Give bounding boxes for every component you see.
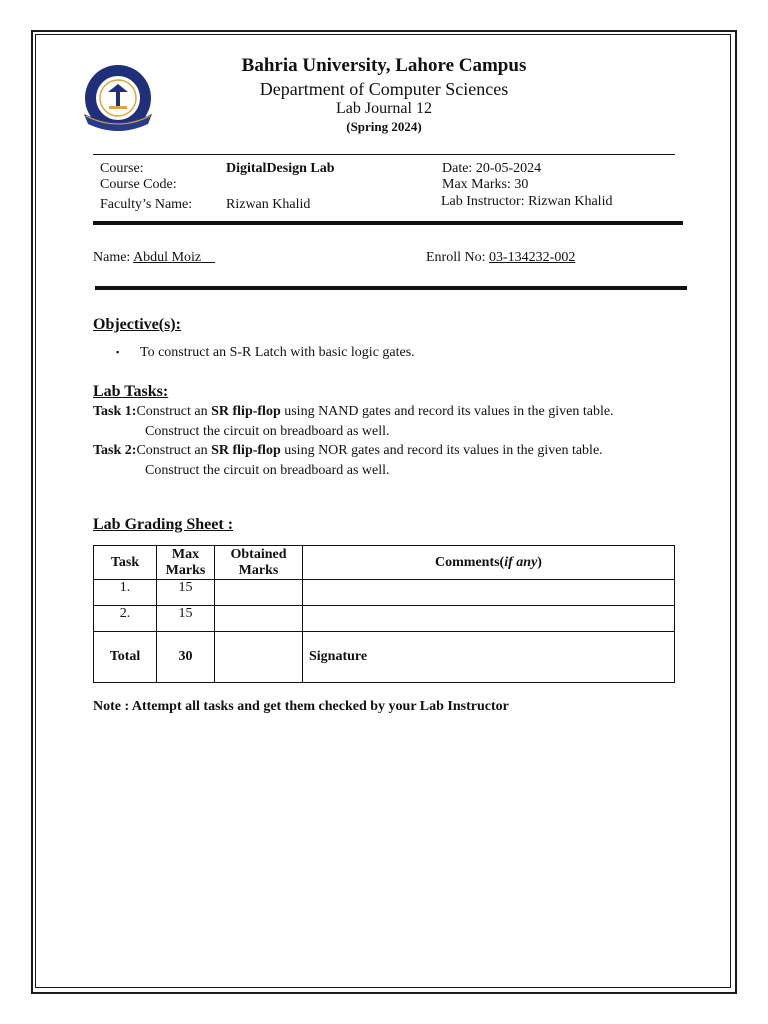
task-1-bold: SR flip-flop: [211, 404, 281, 419]
course-label: Course:: [100, 161, 144, 176]
task-2-label: Task 2:: [93, 443, 137, 458]
row-1-max: 15: [157, 580, 215, 606]
task-2-bold: SR flip-flop: [211, 443, 281, 458]
grading-table: [93, 545, 675, 683]
name-label: Name:: [93, 250, 131, 265]
course-info-divider: [93, 221, 683, 225]
row-1-obtained[interactable]: [215, 580, 303, 606]
enroll-row: [426, 250, 575, 266]
row-1-task: 1.: [94, 580, 157, 606]
row-1-comments[interactable]: [303, 580, 675, 606]
enroll-label: Enroll No:: [426, 250, 486, 265]
header-max-marks: Max Marks: [157, 546, 215, 580]
table-row: [94, 580, 675, 606]
row-2-comments[interactable]: [303, 606, 675, 632]
row-2-task: 2.: [94, 606, 157, 632]
student-name-row: [93, 250, 215, 266]
task-1-post: using NAND gates and record its values in the given table.: [280, 404, 614, 419]
grading-heading: Lab Grading Sheet :: [93, 516, 234, 533]
total-obtained[interactable]: [215, 632, 303, 683]
student-divider: [95, 286, 687, 290]
grading-header-row: [94, 546, 675, 580]
header-task: Task: [94, 546, 157, 580]
faculty-label: Faculty’s Name:: [100, 197, 193, 212]
lab-instructor-field: Lab Instructor: Rizwan Khalid: [441, 194, 613, 209]
table-row: [94, 606, 675, 632]
task-2-pre: Construct an: [136, 443, 212, 458]
task-2-post: using NOR gates and record its values in the given table.: [280, 443, 603, 458]
row-2-max: 15: [157, 606, 215, 632]
header-comments: Comments(if any): [303, 546, 675, 580]
task-1-continuation: Construct the circuit on breadboard as well.: [145, 424, 390, 439]
date-field: Date: 20-05-2024: [442, 161, 542, 176]
faculty-value: Rizwan Khalid: [226, 197, 311, 212]
objective-heading: Objective(s):: [93, 316, 181, 333]
task-1-label: Task 1:: [93, 404, 137, 419]
enroll-value: 03-134232-002: [489, 250, 576, 265]
task-1: [93, 404, 614, 420]
total-label: Total: [94, 632, 157, 683]
objective-item: To construct an S-R Latch with basic logic gates.: [140, 345, 415, 360]
course-value: DigitalDesign Lab: [226, 161, 335, 176]
lab-journal-title: Lab Journal 12: [336, 100, 432, 117]
note-text: Note : Attempt all tasks and get them checked by your Lab Instructor: [93, 699, 509, 714]
header-obtained-marks: Obtained Marks: [215, 546, 303, 580]
task-1-pre: Construct an: [136, 404, 212, 419]
task-2-continuation: Construct the circuit on breadboard as well.: [145, 463, 390, 478]
name-value: Abdul Moiz: [133, 250, 202, 265]
row-2-obtained[interactable]: [215, 606, 303, 632]
total-max: 30: [157, 632, 215, 683]
semester-label: (Spring 2024): [346, 119, 422, 134]
max-marks-field: Max Marks: 30: [442, 177, 529, 192]
total-row: [94, 632, 675, 683]
department-title: Department of Computer Sciences: [259, 79, 509, 99]
course-code-label: Course Code:: [100, 177, 177, 192]
header-divider: [93, 154, 675, 155]
university-title: Bahria University, Lahore Campus: [241, 55, 527, 76]
task-2: [93, 443, 603, 459]
lab-tasks-heading: Lab Tasks:: [93, 383, 169, 400]
bullet-icon: ▪: [116, 347, 120, 357]
signature-cell: Signature: [303, 632, 675, 683]
